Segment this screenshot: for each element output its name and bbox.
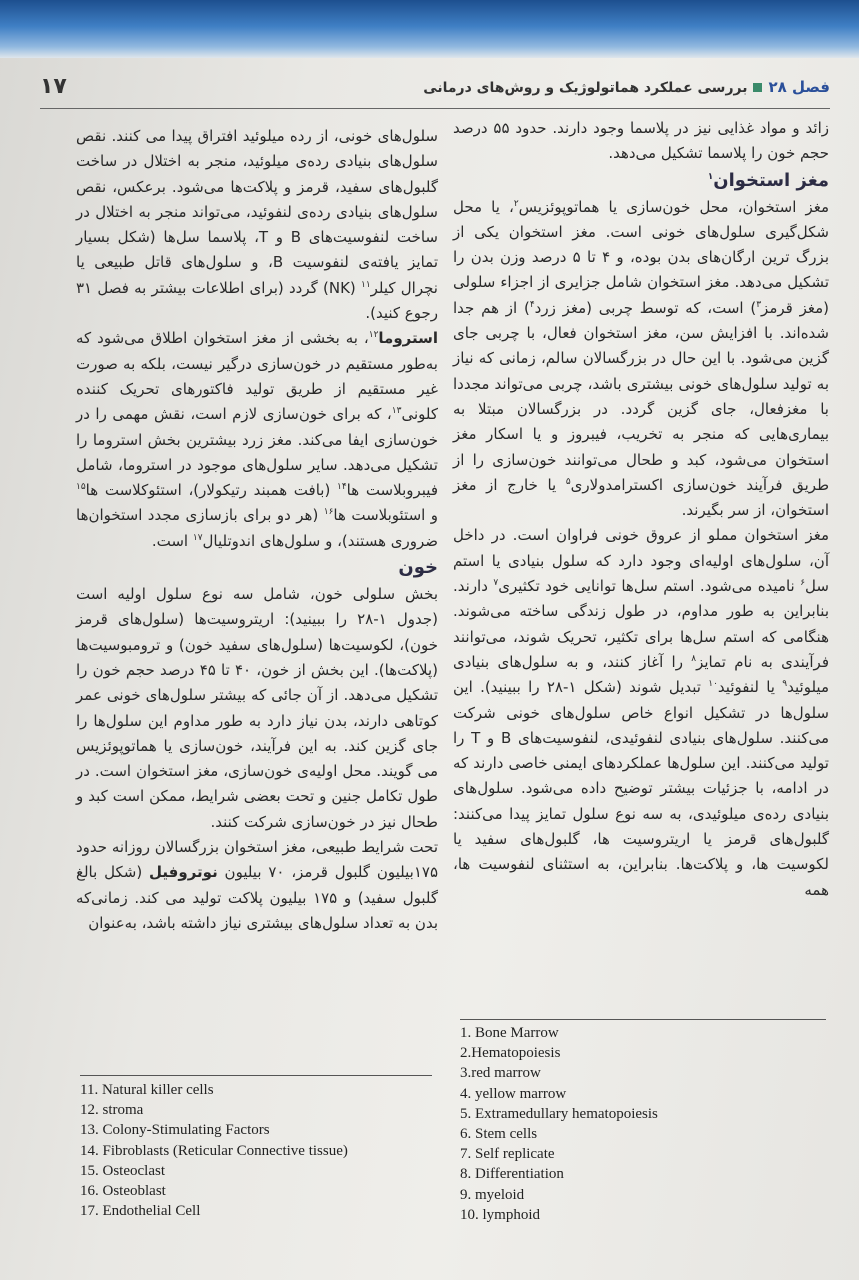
text-run: ، به بخشی از مغز استخوان اطلاق می‌شود که به‌طور مستقیم در خون‌سازی درگیر نیست، بلکه به صورت غیر مستقیم از طریق تولید فاکتورهای تحریک کننده کلونی (76, 329, 438, 424)
footnote-ref: ۵ (565, 476, 571, 487)
text-run: یا خارج از مغز استخوان، از سر بگیرند. (453, 475, 829, 520)
footnote: 15. Osteoclast (80, 1162, 165, 1179)
footnote: 8. Differentiation (460, 1166, 564, 1183)
footnote: 3.red marrow (460, 1065, 541, 1082)
header-rule (40, 108, 830, 109)
footnote-ref: ۴ (529, 299, 535, 310)
text-run: زائد و مواد غذایی نیز در پلاسما وجود دارند. حدود ۵۵ درصد حجم خون را پلاسما تشکیل می‌دهد. (453, 119, 829, 163)
bold-term: نوتروفیل (149, 863, 218, 882)
text-run: مغز استخوان (713, 169, 829, 191)
text-run: بخش سلولی خون، شامل سه نوع سلول اولیه است (جدول ۱-۲۸ را ببینید): اریتروسیت‌ها (سلول‌های قرمز خون)، لکوسیت‌ها (سلول‌های سفید خون) و ترومبوسیت‌ها (پلاکت‌ها). این بخش از خون، ۴۰ تا ۴۵ درصد حجم خون را تشکیل می‌دهد. از آن جائی که بیشتر سلول‌های خونی عمر کوتاهی دارند، بدن نیاز دارد به طور مداوم این سلول‌ها را جای گزین کند. به این فرآیند، خون‌سازی یا هماتوپوئزیس می گویند. محل اولیه‌ی خون‌سازی، مغز استخوان است. در طول تکامل جنین و تحت بعضی شرایط، ممکن است کبد و طحال نیز در خون‌سازی شرکت کنند. (76, 585, 438, 831)
text-run: و استئوبلاست ها (333, 506, 438, 525)
footnote: 13. Colony-Stimulating Factors (80, 1122, 270, 1139)
footnote: 1. Bone Marrow (460, 1025, 559, 1041)
text-run: تبدیل شوند (شکل ۱-۲۸ را ببینید). این سلول‌ها در تشکیل انواع خاص سلول‌های خونی شرکت می‌کنند. سلول‌های بنیادی لنفوئیدی، لنفوسیت‌های B و T را تولید می‌کنند. این سلول‌ها عملکردهای ایمنی خاصی دارند که در ادامه، با جزئیات بیشتر توضیح داده می‌شود. سلول‌های بنیادی رده‌ی میلوئیدی، به سه نوع سلول تمایز پیدا می‌کنند: گلبول‌های قرمز یا اریتروسیت ها، گلبول‌های سفید یا لکوسیت ها، و پلاکت‌ها. بنابراین، به استثنای لنفوسیت ها، همه (453, 678, 830, 899)
chapter-title: بررسی عملکرد هماتولوژیک و روش‌های درمانی (423, 80, 748, 96)
text-run: (NK) گردد (برای اطلاعات بیشتر به فصل ۳۱ رجوع کنید). (76, 278, 438, 323)
left-column (76, 124, 438, 936)
footnote-ref: ۱ (707, 171, 714, 182)
footnote-ref: ۱۳ (391, 406, 402, 417)
footnote-ref: ۶ (800, 578, 806, 589)
chapter-label: فصل ۲۸ (768, 78, 830, 96)
text-run: نامیده می‌شود. استم سل‌ها توانایی خود تکثیری (498, 577, 801, 596)
paragraph (453, 116, 829, 167)
text-run: تحت شرایط طبیعی، مغز استخوان بزرگسالان روزانه حدود ۱۷۵بیلیون گلبول قرمز، ۷۰ بیلیون (76, 838, 438, 882)
paragraph (453, 523, 829, 902)
paragraph (76, 835, 438, 936)
footnote: 11. Natural killer cells (80, 1082, 214, 1098)
text-run: است. (151, 531, 193, 550)
footnote-ref: ۲ (513, 198, 519, 209)
text-run: دارند. بنابراین به طور مداوم، در طول زندگی ساخته می‌شوند. هنگامی که استم سل‌ها برای تکثیر، تحریک شوند، می‌توانند فرآیندی به نام تمایز (453, 577, 830, 671)
text-run: مغز استخوان مملو از عروق خونی فراوان است. در داخل آن، سلول‌های اولیه‌ای وجود دارد که سلول بنیادی یا استم سل (453, 526, 829, 596)
text-run: مغز استخوان، محل خون‌سازی یا هماتوپوئزیس (518, 197, 830, 216)
text-run: (هر دو برای بازسازی مجدد استخوان‌ها ضروری هستند)، و سلول‌های اندوتلیال (76, 506, 438, 550)
footnote-ref: ۱۱ (360, 279, 371, 290)
running-header (40, 72, 830, 106)
footnote: 12. stroma (80, 1102, 144, 1119)
text-run: ) از هم جدا شده‌اند. با افزایش سن، مغز استخوان فعال، با چربی جای گزین می‌شود. با این حال در بزرگسالان سالم، زمانی که نیاز به تولید سلول‌های خونی بیشتری باشد، چربی می‌تواند مجددا با مغزفعال، جای گزین گردد. در بزرگسالان مبتلا به بیماری‌هایی که منجر به تخریب، فیبروز و یا اسکار مغز استخوان می‌شود، کبد و طحال می‌توانند خون‌سازی را از طریق فرآیند خون‌سازی اکسترامدولاری (453, 298, 830, 494)
footnotes-left (80, 1080, 348, 1221)
footnote-ref: ۹ (782, 679, 788, 690)
footnote: 7. Self replicate (460, 1146, 555, 1163)
footnote: 17. Endothelial Cell (80, 1203, 201, 1220)
text-run: (بافت همبند رتیکولار)، استئوکلاست ها (85, 481, 337, 500)
footnote: 5. Extramedullary hematopoiesis (460, 1105, 658, 1122)
footnote-ref: ۱۵ (76, 482, 86, 493)
footnote: 4. yellow marrow (460, 1085, 567, 1102)
text-run: ، یا محل شکل‌گیری سلول‌های خونی است. مغز استخوان یکی از بزرگ ترین ارگان‌های بدن بوده، و ۴ تا ۵ درصد وزن بدن را تشکیل می‌دهد. مغز استخوان شامل جزایری از اجزاء سلولی (مغز قرمز (453, 197, 829, 317)
footnote-divider (460, 1019, 826, 1020)
footnote-ref: ۱۲ (368, 330, 379, 341)
section-heading-bone-marrow (453, 167, 829, 195)
paragraph (76, 326, 438, 554)
top-blue-band (0, 0, 859, 58)
paragraph (453, 195, 829, 524)
paragraph (76, 582, 438, 835)
text-run: ، که برای خون‌سازی لازم است، نقش مهمی را در خون‌سازی ایفا می‌کند. مغز زرد بیشترین بخش استروما را تشکیل می‌دهد. سایر سلول‌های موجود در استروما، شامل فیبروبلاست ها (76, 405, 438, 500)
page-number: ۱۷ (40, 74, 67, 99)
text-run: خون (398, 557, 438, 579)
footnote-divider (80, 1075, 432, 1076)
footnote: 2.Hematopoiesis (460, 1045, 561, 1062)
footnotes-right (460, 1023, 658, 1225)
text-run: یا لنفوئید (717, 678, 783, 697)
section-heading-blood (76, 554, 438, 582)
bold-term: استروما (378, 329, 438, 348)
footnote-ref: ۱۰ (708, 679, 718, 690)
square-bullet-icon (753, 83, 762, 92)
footnote-ref: ۱۶ (323, 507, 334, 518)
footnote: 14. Fibroblasts (Reticular Connective tissue) (80, 1142, 348, 1159)
text-run: سلول‌های خونی، از رده میلوئید افتراق پیدا می کنند. نقص سلول‌های بنیادی رده‌ی میلوئید، منجر به اختلال در ساخت گلبول‌های سفید، قرمز و پلاکت‌ها می‌شود. برعکس، نقص سلول‌های بنیادی رده‌ی لنفوئید، می‌تواند منجر به اختلال در ساخت لنفوسیت‌های B و T، پلاسما سل‌ها (شکل بسیار تمایز یافته‌ی لنفوسیت B، و سلول‌های قاتل طبیعی یا نچرال کیلر (76, 127, 438, 297)
footnote: 16. Osteoblast (80, 1183, 166, 1200)
footnote: 9. myeloid (460, 1186, 525, 1203)
footnote-ref: ۱۷ (192, 532, 203, 543)
header-title (423, 78, 830, 96)
text-run: (شکل بالغ گلبول سفید) و ۱۷۵ بیلیون پلاکت تولید می کند. زمانی‌که بدن به تعداد سلول‌های بیشتری نیاز داشته باشد، به‌عنوان (76, 863, 438, 932)
footnote: 6. Stem cells (460, 1126, 538, 1143)
footnote-ref: ۸ (691, 653, 697, 664)
footnote: 10. lymphoid (460, 1206, 541, 1223)
text-run: ) است، که توسط چربی (مغز زرد (534, 298, 757, 317)
footnote-ref: ۳ (756, 299, 762, 310)
paragraph (76, 124, 438, 326)
text-run: را آغاز کنند، و به سلول‌های بنیادی میلوئید (453, 652, 829, 697)
right-column (453, 116, 829, 903)
footnote-ref: ۷ (493, 578, 499, 589)
footnote-ref: ۱۴ (336, 482, 347, 493)
